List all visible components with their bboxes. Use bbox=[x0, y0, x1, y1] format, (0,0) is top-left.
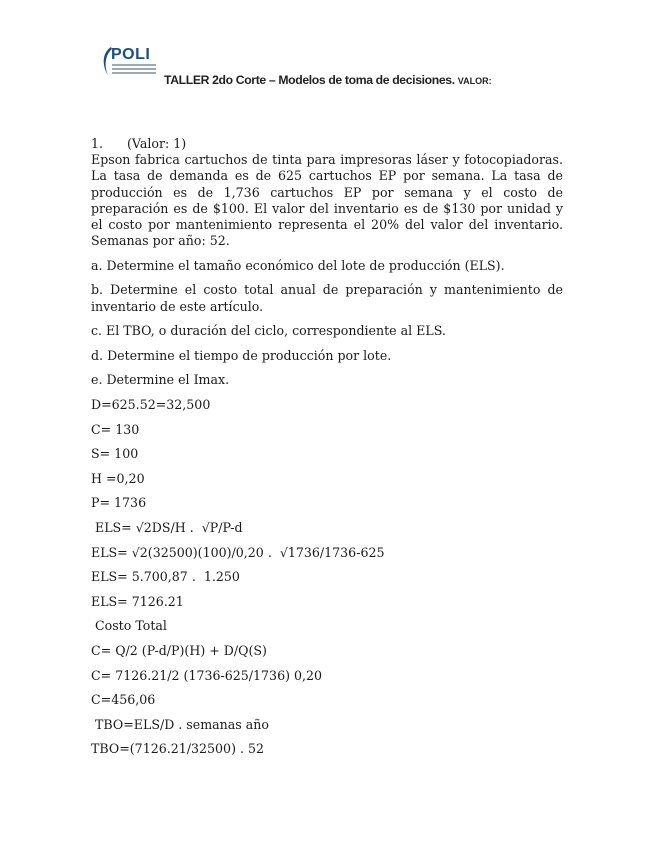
page-title bbox=[164, 73, 492, 87]
solution-line: TBO=(7126.21/32500) . 52 bbox=[91, 741, 265, 757]
logo-text: POLI bbox=[111, 46, 151, 63]
part-d: d. Determine el tiempo de producción por lote. bbox=[91, 347, 392, 363]
question-header bbox=[91, 136, 563, 152]
question-value: (Valor: 1) bbox=[127, 136, 187, 151]
document-body bbox=[91, 136, 563, 758]
solution-line: C= Q/2 (P-d/P)(H) + D/Q(S) bbox=[91, 642, 267, 658]
logo-subtitle bbox=[112, 64, 156, 76]
part-b: b. Determine el costo total anual de preparación y mantenimiento de inventario de este artículo. bbox=[91, 282, 563, 314]
title-text: TALLER 2do Corte – Modelos de toma de decisiones. bbox=[164, 73, 455, 87]
solution-line: H =0,20 bbox=[91, 470, 145, 486]
valor-label: VALOR: bbox=[457, 76, 492, 86]
question-statement: Epson fabrica cartuchos de tinta para impresoras láser y fotocopiadoras. La tasa de demanda es de 625 cartuchos EP por semana. La tasa de producción es de 1,736 cartuchos EP por semana y el costo de preparación es de $100. El valor del inventario es de $130 por unidad y el costo por mantenimiento representa el 20% del valor del inventario. Semanas por año: 52. bbox=[91, 152, 563, 249]
solution-line: ELS= √2DS/H . √P/P-d bbox=[91, 519, 243, 535]
solution-line: Costo Total bbox=[91, 618, 167, 634]
poli-logo bbox=[99, 46, 161, 78]
part-a: a. Determine el tamaño económico del lote de producción (ELS). bbox=[91, 257, 505, 273]
solution-line: D=625.52=32,500 bbox=[91, 396, 211, 412]
solution-line: ELS= 7126.21 bbox=[91, 593, 184, 609]
solution-line: C= 7126.21/2 (1736-625/1736) 0,20 bbox=[91, 667, 323, 683]
solution-line: ELS= 5.700,87 . 1.250 bbox=[91, 569, 240, 585]
question-number: 1. bbox=[91, 136, 104, 151]
part-c: c. El TBO, o duración del ciclo, correspondiente al ELS. bbox=[91, 323, 446, 339]
solution-line: ELS= √2(32500)(100)/0,20 . √1736/1736-625 bbox=[91, 544, 385, 560]
solution-line: P= 1736 bbox=[91, 495, 147, 511]
part-e: e. Determine el Imax. bbox=[91, 372, 230, 388]
solution-line: TBO=ELS/D . semanas año bbox=[91, 716, 269, 732]
solution-line: C= 130 bbox=[91, 421, 140, 437]
solution-line: S= 100 bbox=[91, 446, 139, 462]
solution-line: C=456,06 bbox=[91, 692, 156, 708]
